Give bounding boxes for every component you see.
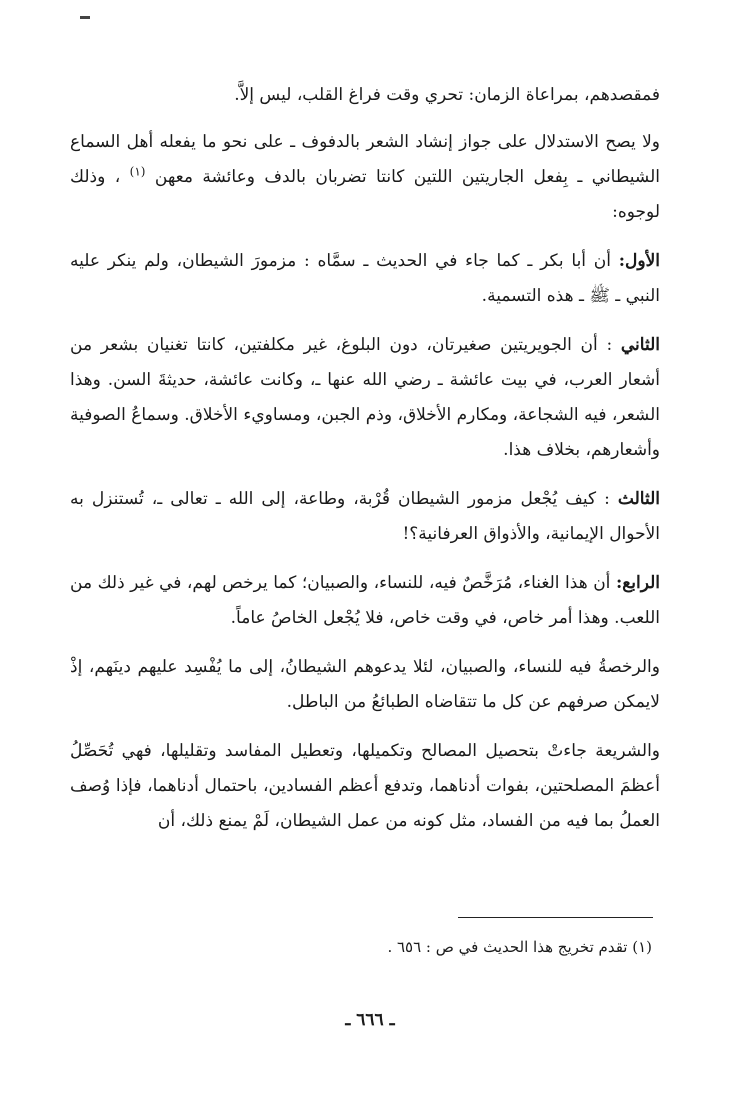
scan-mark [80, 16, 90, 19]
sharia-text: والشريعة جاءتْ بتحصيل المصالح وتكميلها، وتعطيل المفاسد وتقليلها، فهي تُحَصِّلُ أعظمَ المصلحتين، بفوات أدناهما، وتدفع أعظم الفسادين، باحتمال أدناهما، فإذا وُصف العملُ بما فيه من الفساد، مثل كونه من عمل الشيطان، لَمْ يمنع ذلك، أن [70, 741, 660, 831]
point-third-text: : كيف يُجْعل مزمور الشيطان قُرْبة، وطاعة، إلى الله ـ تعالى ـ، تُستنزل به الأحوال الإيمانية، والأذواق العرفانية؟! [70, 489, 660, 544]
intro-paragraph [70, 125, 660, 230]
sharia-paragraph [70, 734, 660, 839]
footnote-divider [458, 917, 653, 918]
point-fourth [70, 566, 660, 636]
opening-paragraph [70, 78, 660, 113]
point-second [70, 328, 660, 468]
page-number-text: ـ ٦٦٦ ـ [345, 1010, 395, 1030]
opening-text: فمقصدهم، بمراعاة الزمان: تحري وقت فراغ القلب، ليس إلاَّ. [234, 85, 660, 105]
point-fourth-lead: الرابع: [615, 573, 660, 593]
rukhsa-text: والرخصةُ فيه للنساء، والصبيان، لئلا يدعوهم الشيطانُ، إلى ما يُفْسِد عليهم دينَهم، إذْ لايمكن صرفهم عن كل ما تتقاضاه الطبائعُ من الباطل. [70, 657, 660, 712]
point-third [70, 482, 660, 552]
point-second-text: : أن الجويريتين صغيرتان، دون البلوغ، غير مكلفتين، كانتا تغنيان بشعر من أشعار العرب، في بيت عائشة ـ رضي الله عنها ـ، وكانت عائشة، حديثةَ السن. وهذا الشعر، فيه الشجاعة، ومكارم الأخلاق، وذم الجبن، ومساويء الأخلاق. وسماعُ الصوفية وأشعارهم، بخلاف هذا. [70, 335, 660, 460]
page-body [70, 78, 660, 853]
intro-text: ولا يصح الاستدلال على جواز إنشاد الشعر بالدفوف ـ على نحو ما يفعله أهل السماع الشيطاني ـ بِفعل الجاريتين اللتين كانتا تضربان بالدف وعائشة معهن [70, 132, 660, 187]
rukhsa-paragraph [70, 650, 660, 720]
point-first-text: أن أبا بكر ـ كما جاء في الحديث ـ سمَّاه : مزمورَ الشيطان، ولم ينكر عليه النبي ـ ﷺ ـ هذه التسمية. [70, 251, 660, 306]
footnote-reference[interactable]: (١) [129, 164, 146, 179]
point-second-lead: الثاني [620, 335, 660, 355]
point-third-lead: الثالث [617, 489, 660, 509]
intro-tail: ، وذلك لوجوه: [70, 167, 660, 222]
point-first [70, 244, 660, 314]
footnote-text: (١) تقدم تخريج هذا الحديث في ص : ٦٥٦ . [387, 938, 652, 956]
point-first-lead: الأول: [618, 251, 661, 271]
point-fourth-text: أن هذا الغناء، مُرَخَّصٌ فيه، للنساء، والصبيان؛ كما يرخص لهم، في غير ذلك من اللعب. وهذا أمر خاص، في وقت خاص، فلا يُجْعل الخاصُ عاماً. [70, 573, 660, 628]
page-number [300, 1010, 440, 1030]
footnote [330, 934, 652, 960]
